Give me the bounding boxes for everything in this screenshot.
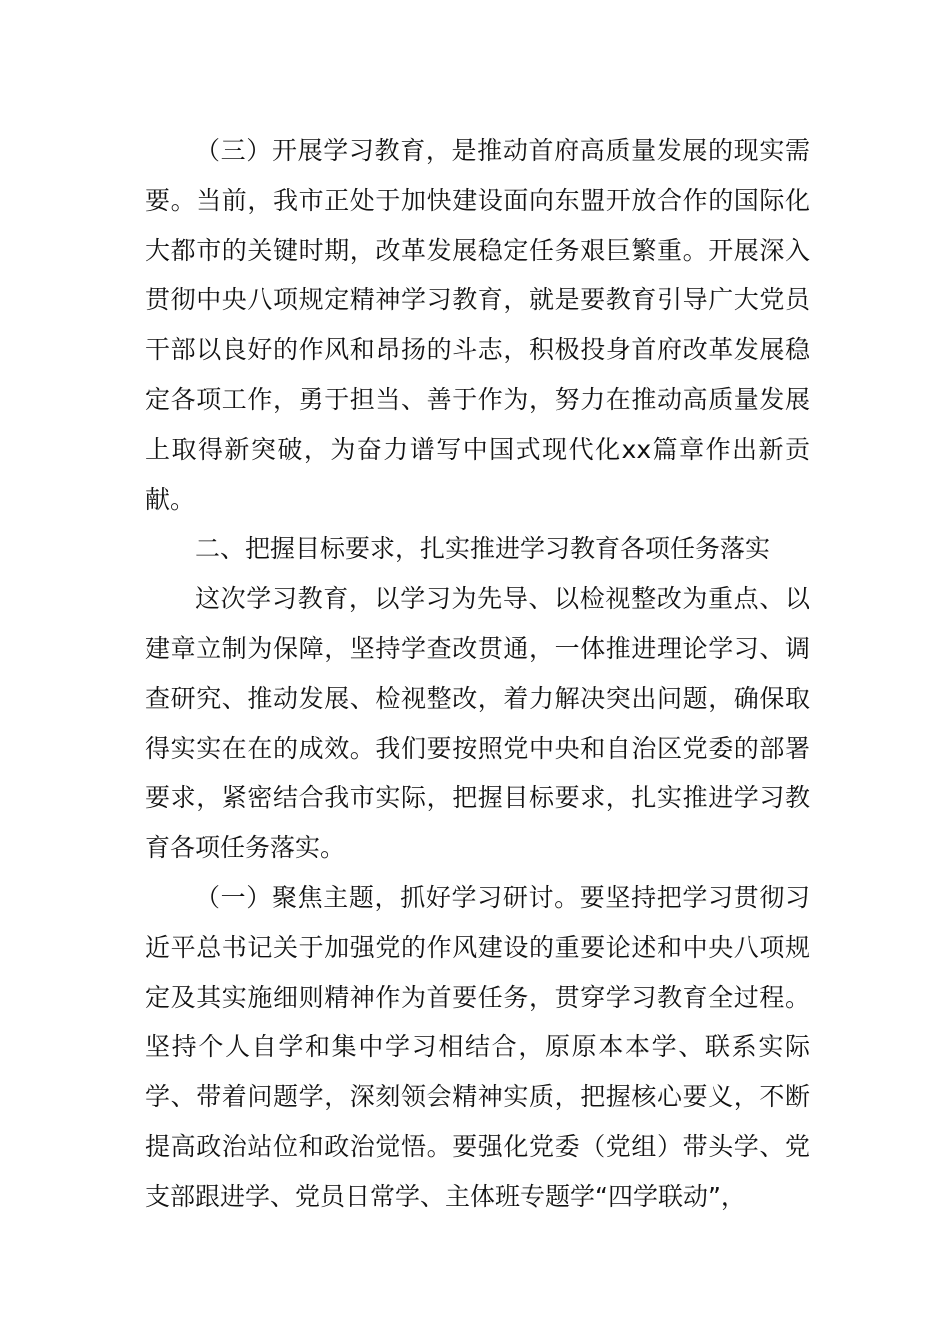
paragraph-significance-development: （三）开展学习教育，是推动首府高质量发展的现实需要。当前，我市正处于加快建设面向东盟开放合作的国际化大都市的关键时期，改革发展稳定任务艰巨繁重。开展深入贯彻中央八项规定精神学习教育，就是要教育引导广大党员干部以良好的作风和昂扬的斗志，积极投身首府改革发展稳定各项工作，勇于担当、善于作为，努力在推动高质量发展上取得新突破，为奋力谱写中国式现代化xx篇章作出新贡献。 <box>145 136 810 514</box>
section-heading-goals: 二、把握目标要求，扎实推进学习教育各项任务落实 <box>195 534 771 564</box>
paragraph-study-seminar: （一）聚焦主题，抓好学习研讨。要坚持把学习贯彻习近平总书记关于加强党的作风建设的重要论述和中央八项规定及其实施细则精神作为首要任务，贯穿学习教育全过程。坚持个人自学和集中学习相结合，原原本本学、联系实际学、带着问题学，深刻领会精神实质，把握核心要义，不断提高政治站位和政治觉悟。要强化党委（党组）带头学、党支部跟进学、党员日常学、主体班专题学“四学联动”， <box>145 882 810 1211</box>
paragraph-education-overview: 这次学习教育，以学习为先导、以检视整改为重点、以建章立制为保障，坚持学查改贯通，一体推进理论学习、调查研究、推动发展、检视整改，着力解决突出问题，确保取得实实在在的成效。我们要按照党中央和自治区党委的部署要求，紧密结合我市实际，把握目标要求，扎实推进学习教育各项任务落实。 <box>145 584 810 863</box>
document-body <box>145 126 810 1222</box>
